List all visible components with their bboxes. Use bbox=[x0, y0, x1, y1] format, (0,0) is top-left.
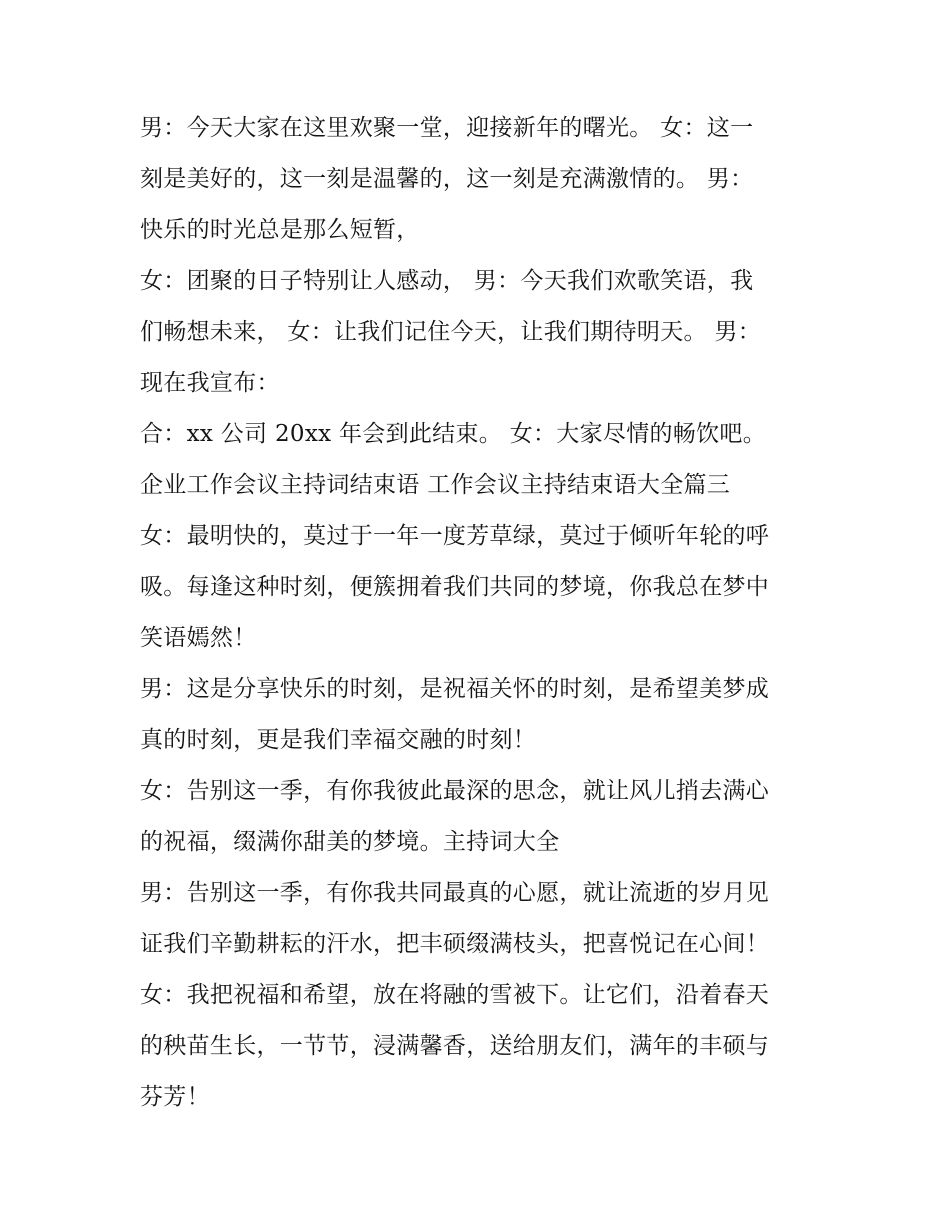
text-line: 合：xx 公司 20xx 年会到此结束。 女：大家尽情的畅饮吧。 bbox=[140, 421, 766, 447]
text-line: 真的时刻，更是我们幸福交融的时刻！ bbox=[140, 727, 537, 753]
text-line: 刻是美好的，这一刻是温馨的，这一刻是充满激情的。 男： bbox=[140, 166, 754, 192]
text-line: 现在我宣布： bbox=[140, 370, 280, 396]
text-line: 男：今天大家在这里欢聚一堂，迎接新年的曙光。 女：这一 bbox=[140, 115, 754, 141]
text-line: 女：团聚的日子特别让人感动， 男：今天我们欢歌笑语，我 bbox=[140, 268, 754, 294]
text-line: 芬芳！ bbox=[140, 1084, 210, 1110]
text-line: 吸。每逢这种时刻，便簇拥着我们共同的梦境，你我总在梦中 bbox=[140, 574, 770, 600]
section-heading: 企业工作会议主持词结束语 工作会议主持结束语大全篇三 bbox=[140, 472, 731, 498]
text-line: 的秧苗生长，一节节，浸满馨香，送给朋友们，满年的丰硕与 bbox=[140, 1033, 770, 1059]
text-line: 们畅想未来， 女：让我们记住今天，让我们期待明天。 男： bbox=[140, 319, 762, 345]
document-body bbox=[140, 103, 830, 1123]
text-line: 快乐的时光总是那么短暂， bbox=[140, 217, 420, 243]
text-line: 的祝福，缀满你甜美的梦境。主持词大全 bbox=[140, 829, 560, 855]
text-line: 女：最明快的，莫过于一年一度芳草绿，莫过于倾听年轮的呼 bbox=[140, 523, 770, 549]
text-line: 男：告别这一季，有你我共同最真的心愿，就让流逝的岁月见 bbox=[140, 880, 770, 906]
text-line: 男：这是分享快乐的时刻，是祝福关怀的时刻，是希望美梦成 bbox=[140, 676, 770, 702]
text-line: 女：我把祝福和希望，放在将融的雪被下。让它们，沿着春天 bbox=[140, 982, 770, 1008]
text-line: 证我们辛勤耕耘的汗水，把丰硕缀满枝头，把喜悦记在心间！ bbox=[140, 931, 770, 957]
text-line: 笑语嫣然！ bbox=[140, 625, 257, 651]
text-line: 女：告别这一季，有你我彼此最深的思念，就让风儿捎去满心 bbox=[140, 778, 770, 804]
